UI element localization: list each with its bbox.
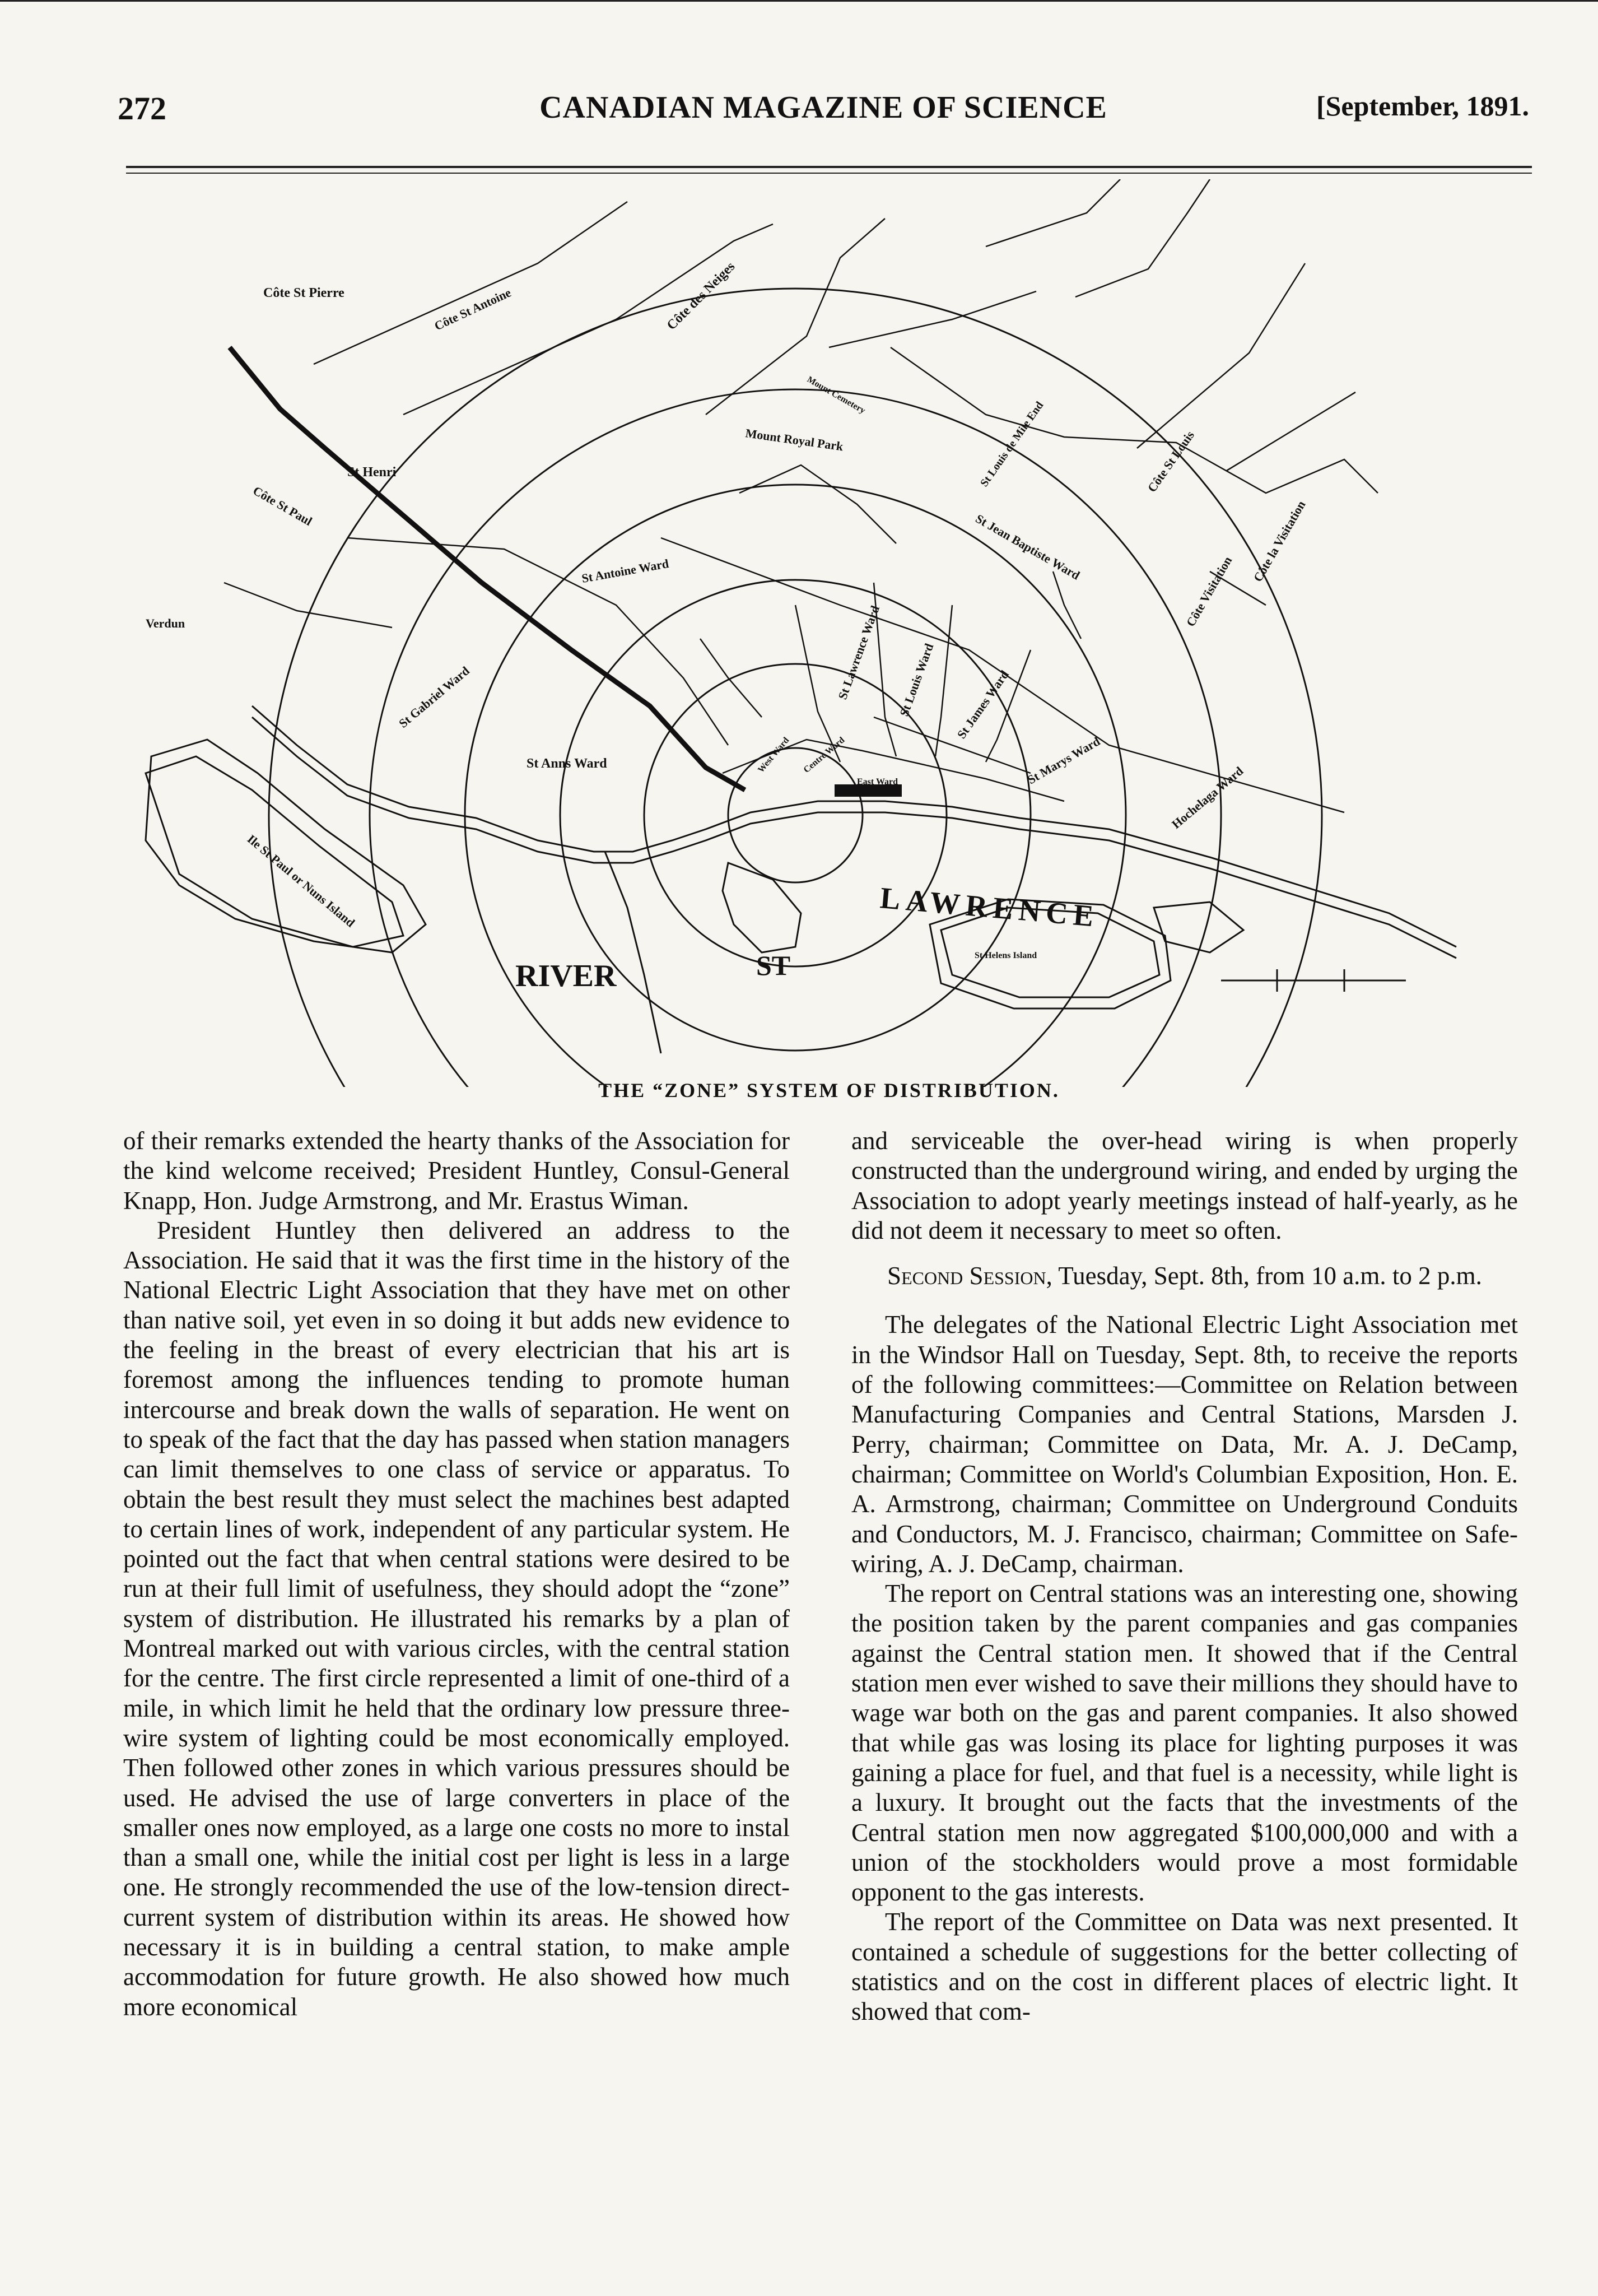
map-label-st-jean-baptiste-ward: St Jean Baptiste Ward [973, 511, 1083, 583]
map-label-st-helens-island: St Helens Island [975, 951, 1037, 960]
map-label-west-ward: West Ward [756, 735, 791, 775]
map-label-verdun: Verdun [146, 616, 185, 630]
map-label-st-marys-ward: St Marys Ward [1025, 734, 1103, 787]
map-label-cote-la-visitation: Côte la Visitation [1250, 498, 1308, 584]
magazine-title: CANADIAN MAGAZINE OF SCIENCE [539, 90, 1107, 125]
map-label-cote-visitation: Côte Visitation [1183, 554, 1235, 629]
map-label-mount-cemetery: Mount Cemetery [805, 374, 867, 416]
page-header [118, 90, 1529, 134]
map-label-cote-st-paul: Côte St Paul [250, 483, 315, 528]
map-label-cote-st-louis: Côte St Louis [1144, 428, 1198, 495]
map-label-cote-st-pierre: Côte St Pierre [263, 286, 344, 300]
header-rule-thick [126, 166, 1532, 168]
map-label-cote-des-neiges: Côte des Neiges [664, 259, 738, 333]
zone-circle-3 [560, 580, 1031, 1051]
map-caption: THE “ZONE” SYSTEM OF DISTRIBUTION. [598, 1079, 1060, 1101]
page-number: 272 [118, 90, 166, 127]
article-column-left [123, 1126, 790, 2022]
paragraph-delegates: The delegates of the National Electric Light Association met in the Windsor Hall on Tuesday, Sept. 8th, to receive the reports of the following committees:—Committee on Relation between Manufacturing Companies and Central Stations, Marsden J. Perry, chairman; Committee on Data, Mr. A. J. DeCamp, chairman; Committee on World's Columbian Exposition, Hon. E. A. Armstrong, chairman; Committee on Underground Conduits and Conductors, M. J. Francisco, chairman; Committee on Safe-wiring, A. J. DeCamp, chairman. [851, 1310, 1518, 1578]
map-label-ile-st-paul: Ile St Paul or Nuns Island [244, 831, 358, 930]
top-edge-rule [0, 0, 1598, 2]
map-label-hochelaga-ward: Hochelaga Ward [1169, 764, 1246, 831]
river-shoreline [146, 706, 1456, 1053]
paragraph-continued-right: and serviceable the over-head wiring is when properly constructed than the underground wiring, and ended by urging the Association to adopt yearly meetings instead of half-yearly, as he did not deem it necessary to meet so often. [851, 1127, 1518, 1244]
map-label-st-lawrence-ward: St Lawrence Ward [835, 603, 883, 701]
paragraph-continued: of their remarks extended the hearty thanks of the Association for the kind welcome received; President Huntley, Consul-General Knapp, Hon. Judge Armstrong, and Mr. Erastus Wiman. [123, 1127, 790, 1215]
map-label-centre-ward: Centre Ward [802, 735, 847, 775]
map-label-lawrence: LAWRENCE [878, 881, 1101, 934]
zone-circles [269, 289, 1322, 1087]
paragraph-central-stations: The report on Central stations was an interesting one, showing the position taken by the parent companies and gas companies against the Central station men. It showed that if the Central station men ever wished to save their millions they should have to wage war both on the gas and parent companies. It also showed that while gas was losing its place for lighting purposes it was gaining a place for fuel, and that fuel is a necessity, while light is a luxury. It brought out the facts that the investments of the Central station men now aggregated $100,000,000 and with a union of the stockholders would prove a most formidable opponent to the gas interests. [851, 1579, 1518, 1907]
session-time: Tuesday, Sept. 8th, from 10 a.m. to 2 p.m. [1052, 1262, 1482, 1290]
article-column-right [851, 1126, 1518, 2027]
scale-bar [1221, 969, 1406, 992]
map-label-st-anns-ward: St Anns Ward [527, 756, 607, 771]
map-label-river: RIVER [515, 959, 617, 993]
session-label: Second Session, [887, 1262, 1052, 1290]
map-label-st-antoine-ward: St Antoine Ward [580, 556, 670, 585]
paragraph-committee-data: The report of the Committee on Data was next presented. It contained a schedule of suggestions for the better collecting of statistics and on the cost in different places of electric light. It showed that com- [851, 1908, 1518, 2026]
map-label-st-henri: St Henri [347, 465, 397, 480]
session-heading [851, 1261, 1518, 1291]
map-label-st-louis-ward: St Louis Ward [897, 641, 937, 718]
map-label-st-gabriel-ward: St Gabriel Ward [396, 663, 472, 731]
issue-date: [September, 1891. [1316, 90, 1529, 122]
map-label-east-ward: East Ward [857, 777, 898, 787]
zone-circle-1 [728, 748, 863, 882]
map-label-st: ST [756, 950, 791, 981]
paragraph-huntley-address: President Huntley then delivered an address to the Association. He said that it was the first time in the history of the National Electric Light Association that they have met on other than native soil, yet even in so doing it but adds new evidence to the feeling in the breast of every electrician that his art is foremost among the influences tending to promote human intercourse and break down the walls of separation. He went on to speak of the fact that the day has passed when station managers can limit themselves to one class of service or apparatus. To obtain the best result they must select the machines best adapted to certain lines of work, independent of any particular system. He pointed out the fact that when central stations were desired to be run at their full limit of usefulness, they should adopt the “zone” system of distribution. He illustrated his remarks by a plan of Montreal marked out with various circles, with the central station for the centre. The first circle represented a limit of one-third of a mile, in which limit he held that the ordinary low pressure three-wire system of lighting could be most economically employed. Then followed other zones in which various pressures should be used. He advised the use of large converters in place of the smaller ones now employed, as a large one costs no more to instal than a small one, while the initial cost per light is less in a large one. He strongly recommended the use of the low-tension direct-current system of distribution within its areas. He showed how necessary it is in building a central station, to make ample accommodation for future growth. He also showed how much more economical [123, 1216, 790, 2021]
zone-distribution-map [112, 179, 1524, 1087]
map-svg [112, 179, 1524, 1087]
header-rule-thin [126, 173, 1532, 174]
map-label-st-louis-de-mile-end: St Louis de Mile End [978, 399, 1046, 489]
map-label-cote-st-antoine: Côte St Antoine [432, 285, 514, 333]
map-label-st-james-ward: St James Ward [954, 667, 1012, 741]
map-label-mount-royal-park: Mount Royal Park [744, 426, 845, 454]
ward-boundaries [224, 179, 1378, 812]
